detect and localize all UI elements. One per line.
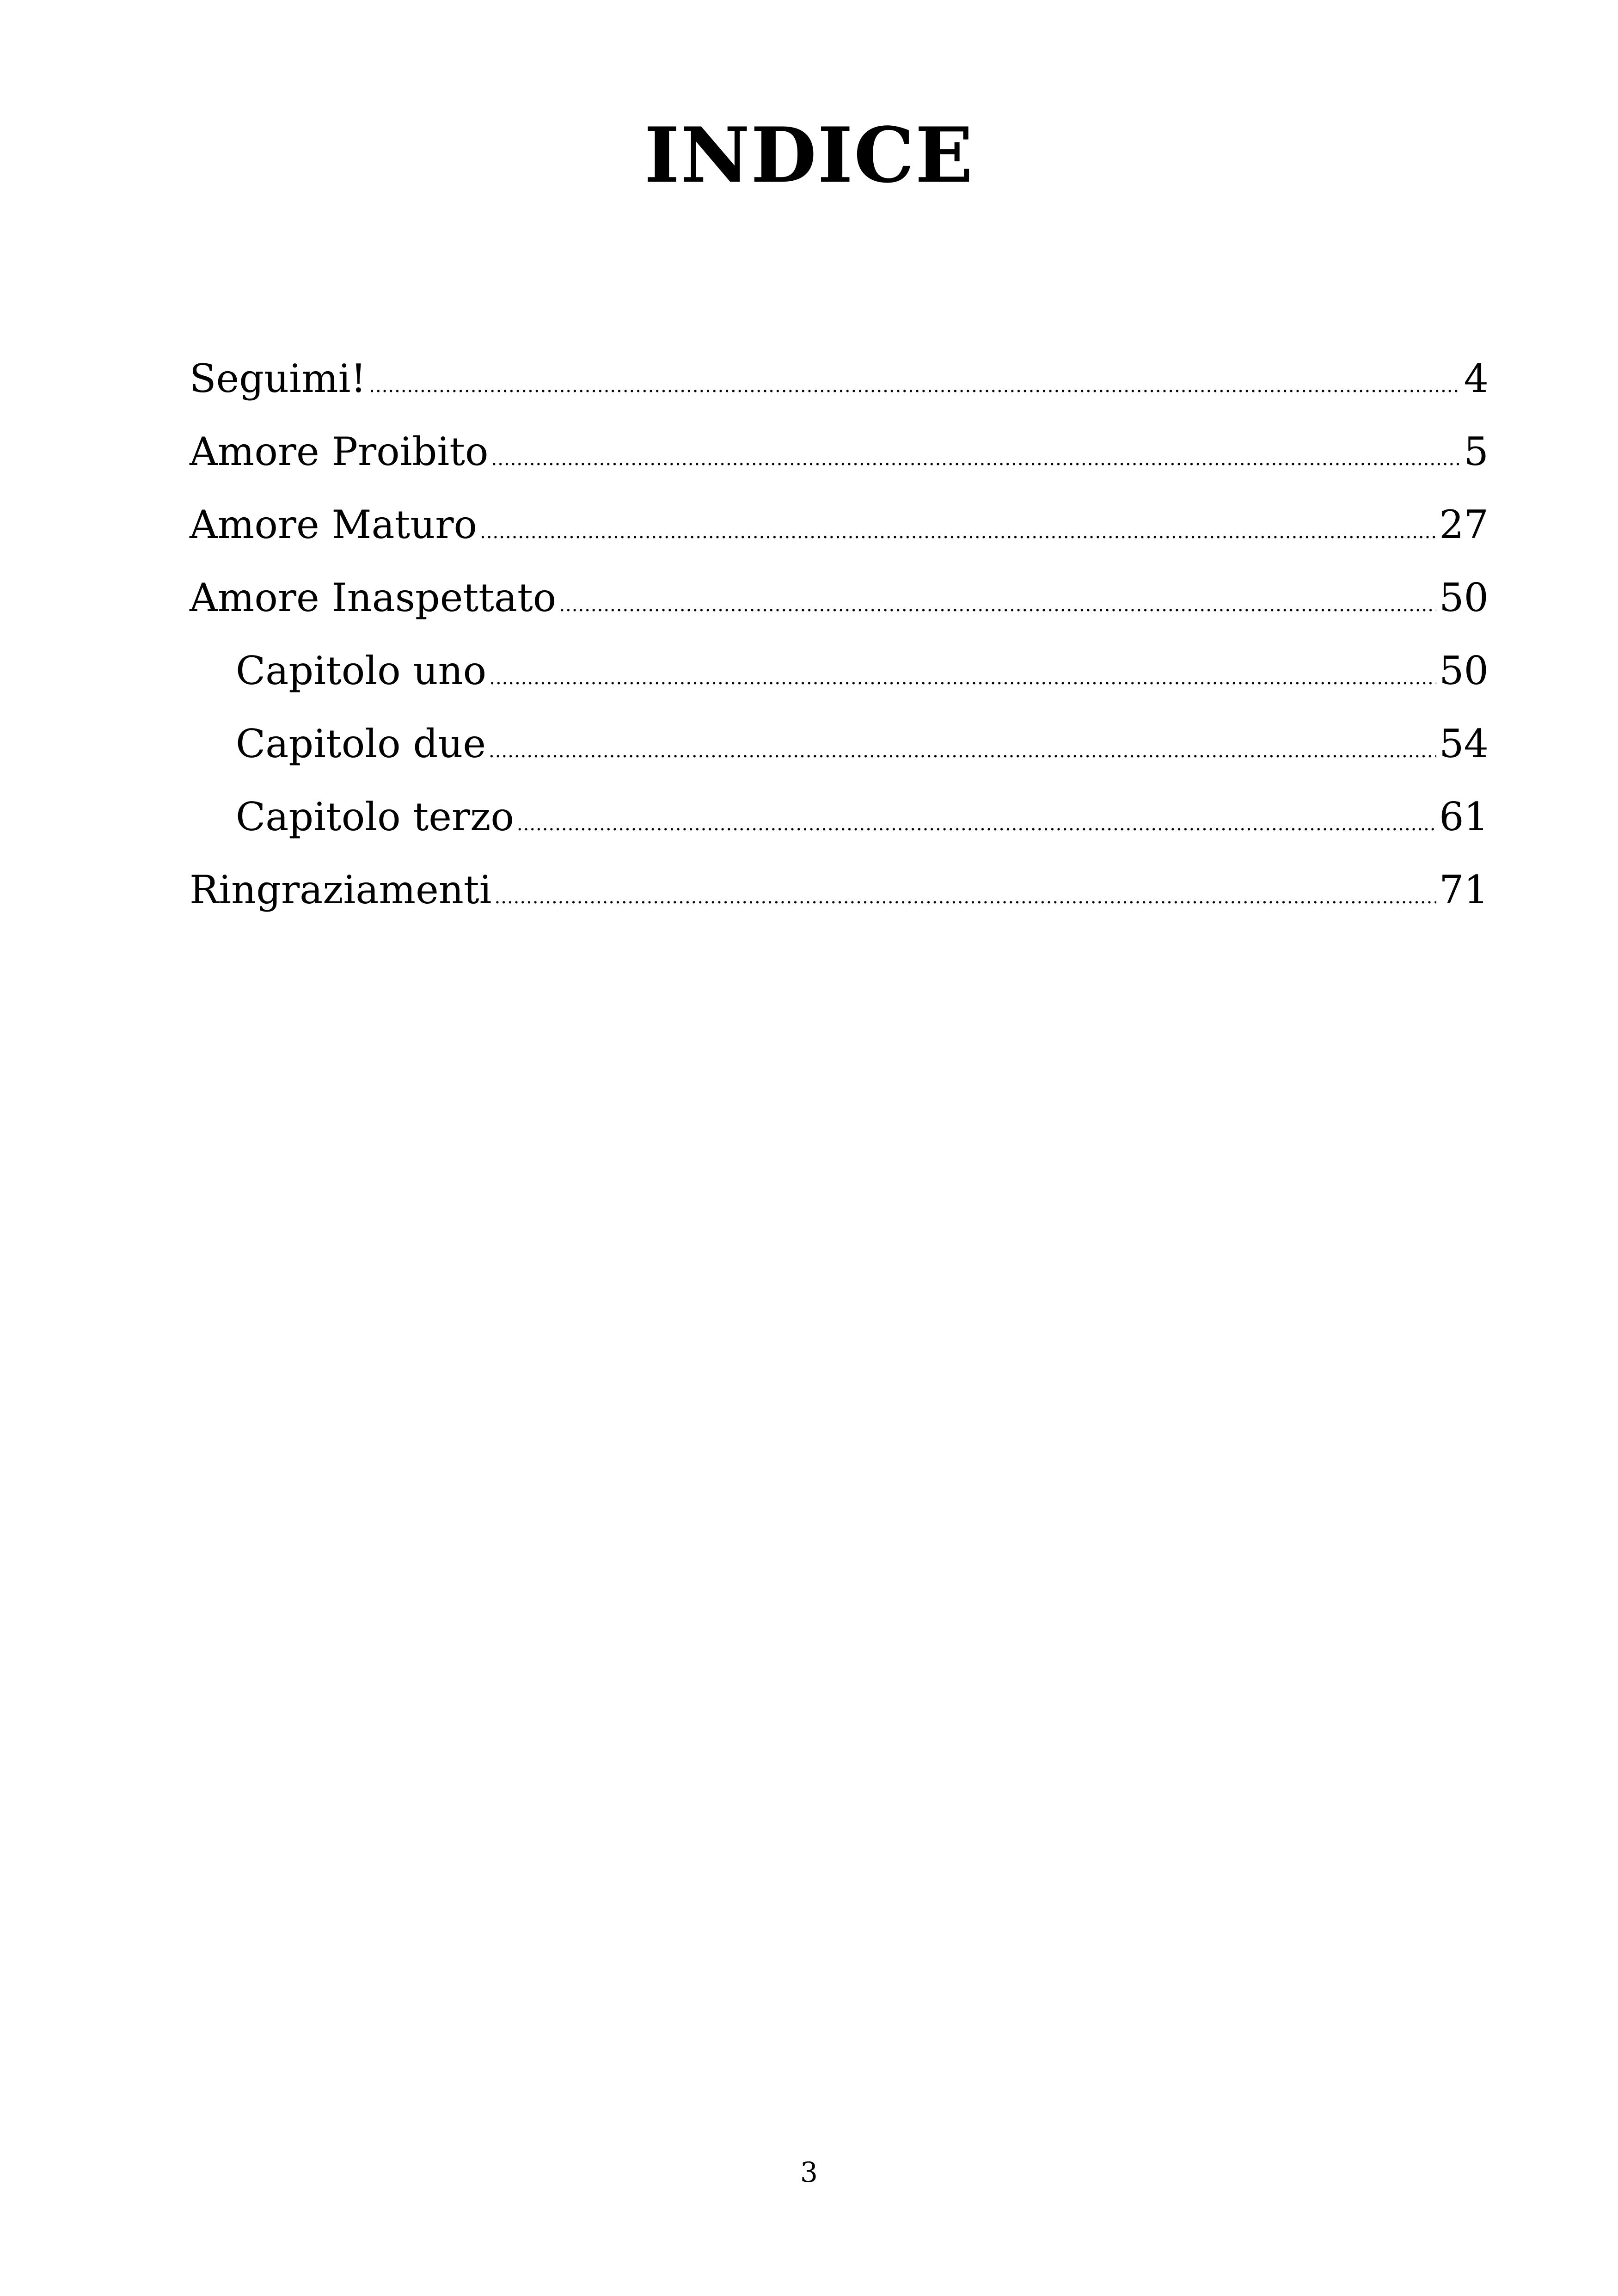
toc-entry-ringraziamenti[interactable] — [190, 853, 1489, 926]
toc-entry-label: Amore Maturo — [190, 502, 478, 547]
toc-entry-capitolo-due[interactable] — [190, 707, 1489, 780]
toc-entry-label: Capitolo terzo — [236, 794, 514, 839]
toc-entry-label: Seguimi! — [190, 356, 367, 401]
toc-entry-seguimi[interactable] — [190, 342, 1489, 415]
toc-entry-label: Ringraziamenti — [190, 867, 492, 912]
toc-dot-leader — [495, 861, 1437, 934]
toc-entry-page: 54 — [1439, 721, 1489, 766]
toc-entry-label: Capitolo uno — [236, 648, 487, 693]
toc-entry-amore-proibito[interactable] — [190, 415, 1489, 488]
toc-entry-capitolo-uno[interactable] — [190, 634, 1489, 707]
toc-entry-page: 50 — [1439, 648, 1489, 693]
toc-dot-leader — [489, 715, 1436, 788]
toc-dot-leader — [489, 642, 1436, 715]
toc-entry-page: 27 — [1439, 502, 1489, 547]
toc-entry-page: 5 — [1464, 429, 1489, 474]
toc-dot-leader — [491, 422, 1461, 496]
toc-dot-leader — [480, 496, 1436, 569]
page-title: INDICE — [644, 110, 974, 200]
toc-entry-label: Amore Inaspettato — [190, 575, 557, 620]
toc-entry-amore-inaspettato[interactable] — [190, 561, 1489, 634]
toc-entry-capitolo-terzo[interactable] — [190, 780, 1489, 853]
toc-entry-page: 50 — [1439, 575, 1489, 620]
toc-entry-label: Amore Proibito — [190, 429, 489, 474]
toc-dot-leader — [517, 788, 1436, 861]
table-of-contents — [190, 342, 1489, 926]
toc-entry-page: 61 — [1439, 794, 1489, 839]
toc-entry-page: 71 — [1439, 867, 1489, 912]
toc-entry-page: 4 — [1464, 356, 1489, 401]
toc-entry-amore-maturo[interactable] — [190, 488, 1489, 561]
page-number: 3 — [800, 2156, 818, 2189]
toc-entry-label: Capitolo due — [236, 721, 486, 766]
toc-dot-leader — [369, 349, 1461, 422]
toc-dot-leader — [559, 569, 1436, 642]
